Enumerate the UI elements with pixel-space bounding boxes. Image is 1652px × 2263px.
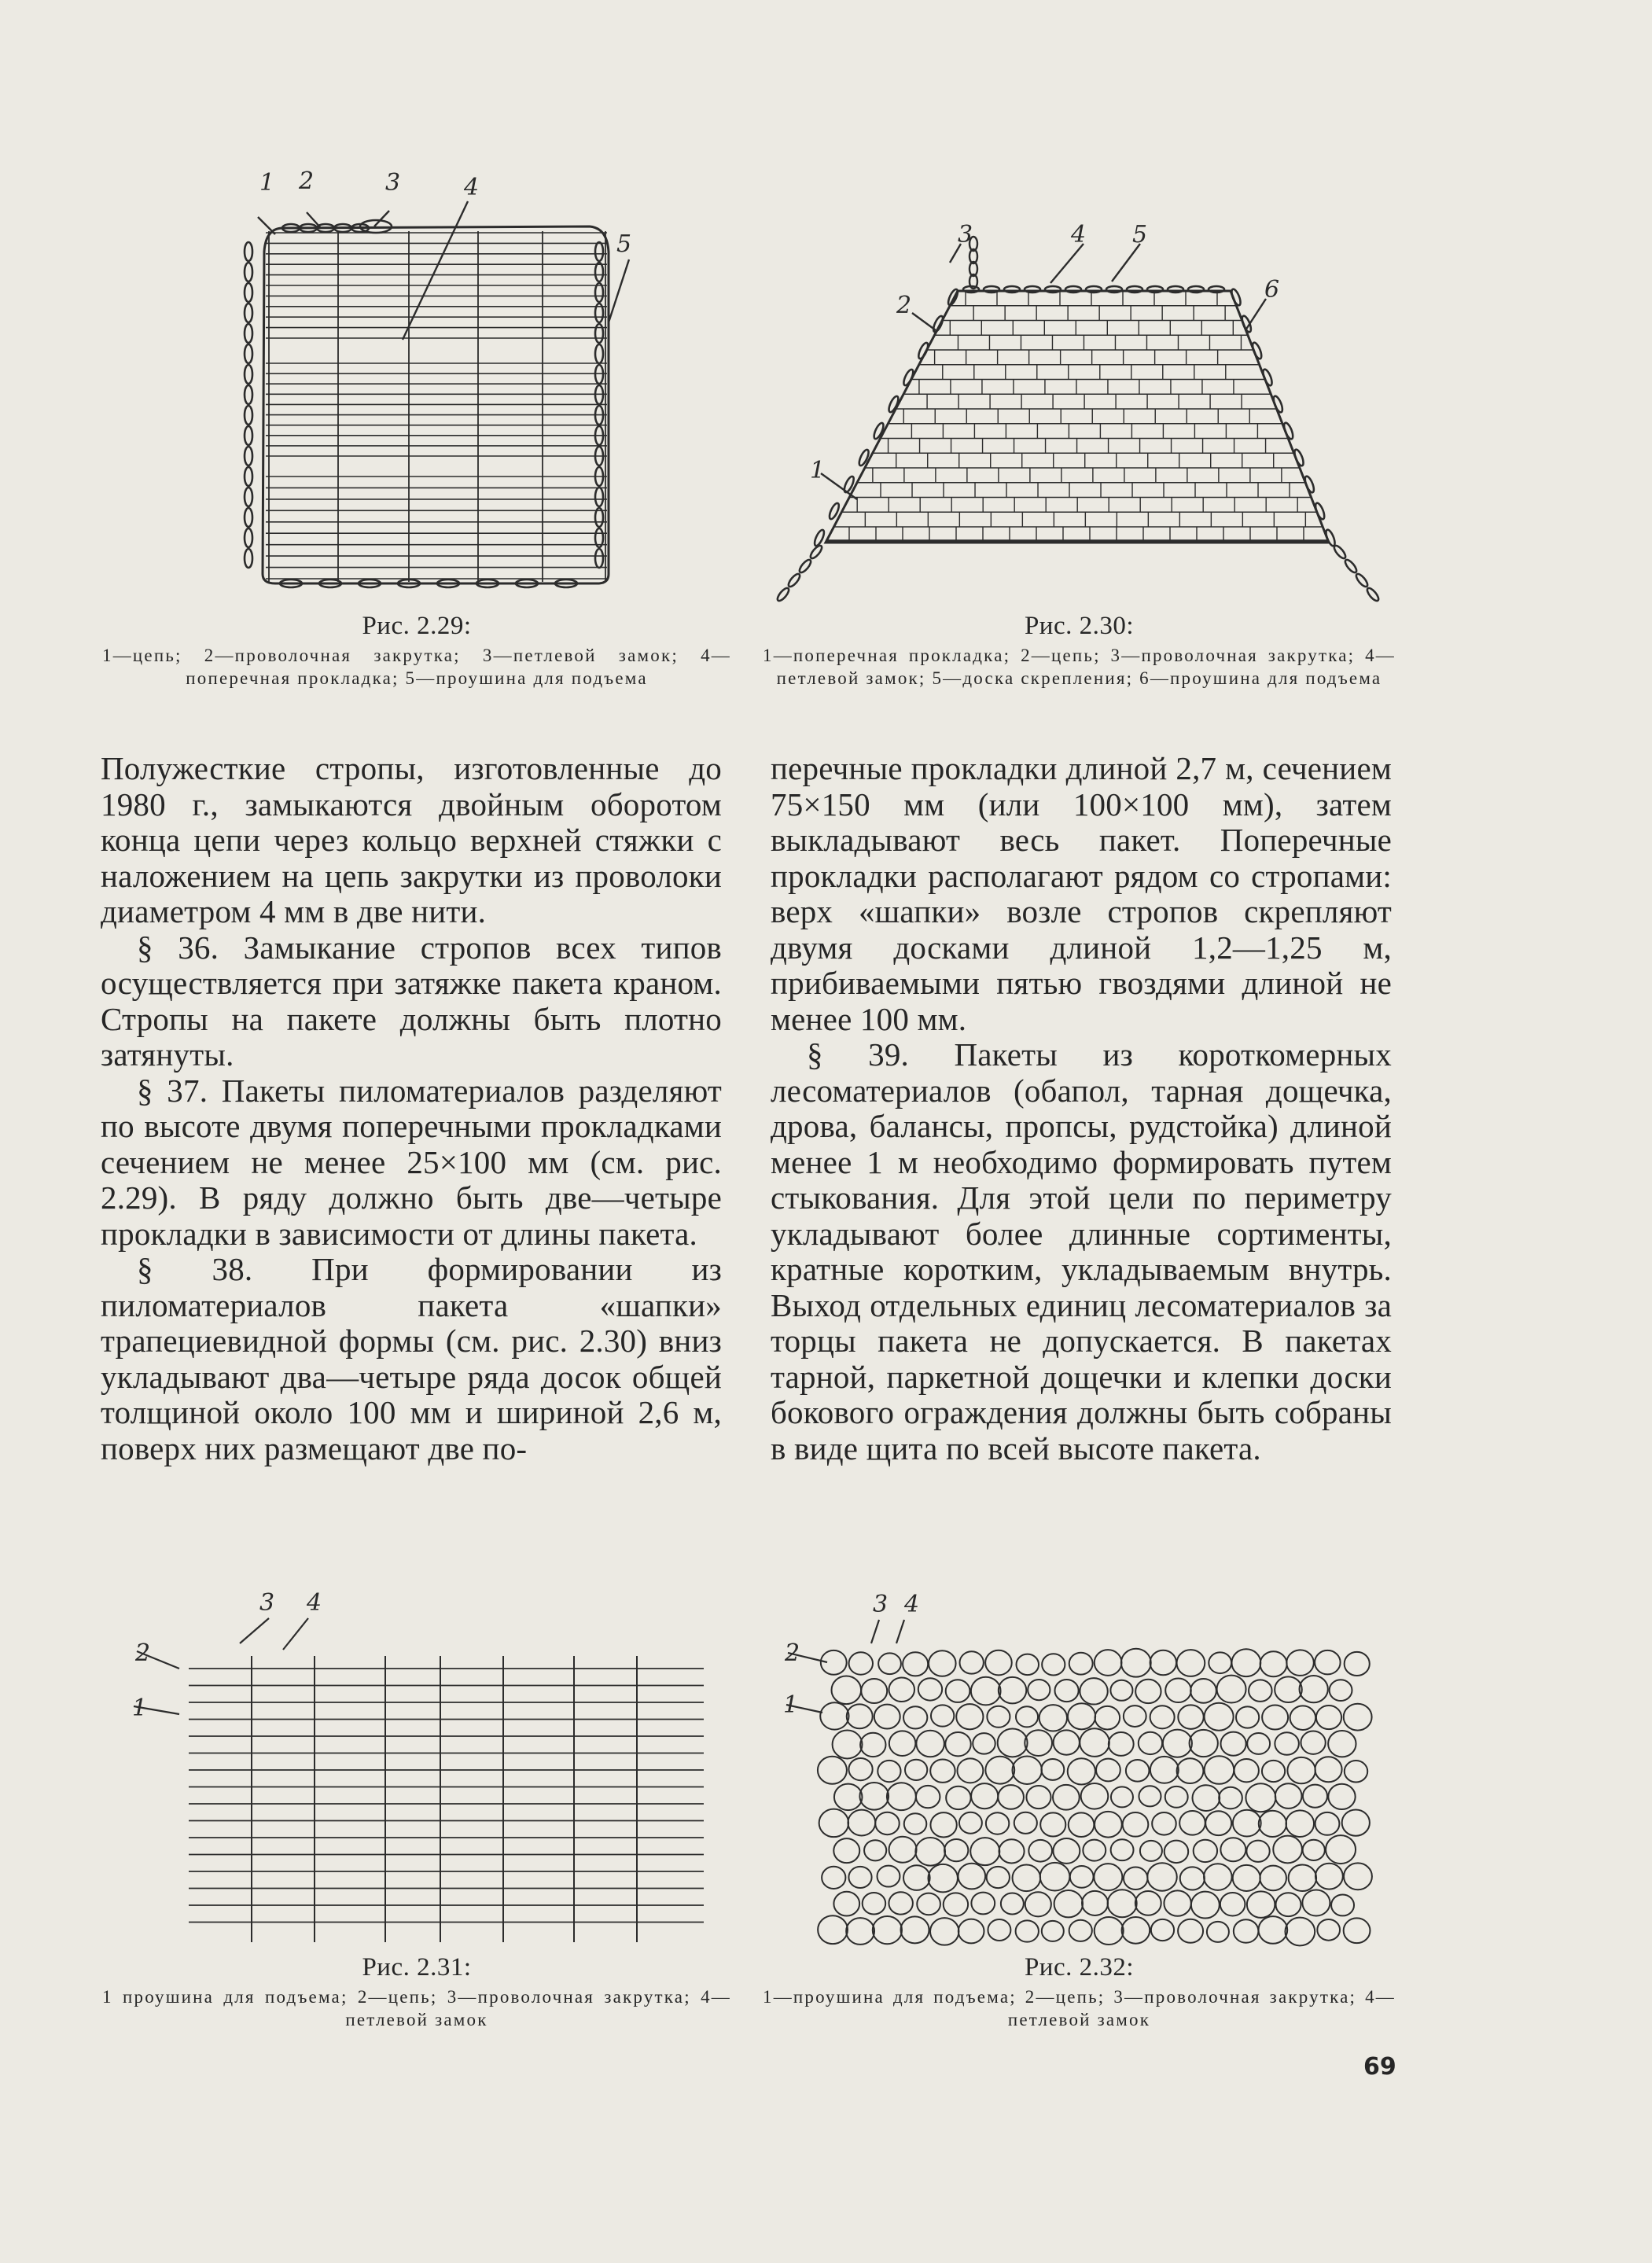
page-number: 69: [1363, 2053, 1396, 2081]
fig232-label-1: 1: [783, 1691, 799, 1719]
fig229-label-1: 1: [259, 169, 275, 197]
fig230-label-5: 5: [1132, 221, 1148, 248]
paragraph-38: § 38. При формировании из пиломатериалов пакета «шапки» трапециевидной формы (см. рис. 2.30) вниз укладывают два—четыре ряда досок общей толщиной около 100 мм и шириной 2,6 м, поверх них размещают две по-: [101, 1251, 722, 1466]
caption-title: Рис. 2.30:: [1024, 612, 1135, 640]
fig232-label-3: 3: [873, 1591, 889, 1618]
fig229-label-5: 5: [616, 230, 632, 258]
caption-title: Рис. 2.32:: [1024, 1953, 1135, 1982]
fig230-label-3: 3: [958, 221, 973, 248]
caption-fig-2-31: [102, 1953, 731, 2031]
paragraph-39: § 39. Пакеты из короткомерных лесоматериалов (обапол, тарная дощечка, дрова, балансы, пропсы, рудстойка) длиной менее 1 м необходимо формировать путем стыкования. Для этой цели по периметру укладывают более длинные сортименты, кратные коротким, укладываемым внутрь. Выход отдельных единиц лесоматериалов за торцы пакета не допускается. В пакетах тарной, паркетной дощечки и клепки доски бокового ограждения должны быть собраны в виде щита по всей высоте пакета.: [771, 1036, 1392, 1466]
caption-text: 1—проушина для подъема; 2—цепь; 3—проволочная закрутка; 4—петлевой замок: [763, 1987, 1396, 2029]
fig230-label-6: 6: [1264, 276, 1280, 304]
figure-2-32: [778, 1580, 1392, 1974]
fig231-label-3: 3: [259, 1589, 275, 1617]
paragraph-continued: перечные прокладки длиной 2,7 м, сечением 75×150 мм (или 100×100 мм), затем выкладывают весь пакет. Поперечные прокладки располагают рядом со стропами: верх «шапки» возле стропов скрепляют двумя досками длиной 1,2—1,25 м, прибиваемыми пятью гвоздями длиной не менее 100 мм.: [771, 750, 1392, 1037]
fig229-label-2: 2: [299, 167, 315, 195]
paragraph-37: § 37. Пакеты пиломатериалов разделяют по высоте двумя поперечными прокладками сечением не менее 25×100 мм (см. рис. 2.29). В ряду должно быть две—четыре прокладки в зависимости от длины пакета.: [101, 1072, 722, 1252]
caption-title: Рис. 2.29:: [362, 612, 472, 640]
caption-text: 1 проушина для подъема; 2—цепь; 3—проволочная закрутка; 4—петлевой замок: [102, 1987, 731, 2029]
fig229-label-3: 3: [385, 169, 401, 197]
caption-text: 1—цепь; 2—проволочная закрутка; 3—петлевой замок; 4—поперечная прокладка; 5—проушина для подъема: [102, 646, 731, 688]
fig231-label-4: 4: [307, 1589, 322, 1617]
fig232-label-2: 2: [785, 1639, 800, 1667]
fig230-label-4: 4: [1071, 221, 1087, 248]
fig230-label-2: 2: [896, 292, 912, 319]
caption-text: 1—поперечная прокладка; 2—цепь; 3—проволочная закрутка; 4—петлевой замок; 5—доска скрепления; 6—проушина для подъема: [763, 646, 1396, 688]
fig230-label-1: 1: [810, 457, 826, 484]
left-text-column: [101, 751, 722, 1466]
caption-fig-2-30: [763, 612, 1396, 690]
right-text-column: [771, 751, 1392, 1466]
figure-2-29: [228, 165, 668, 605]
caption-fig-2-32: [763, 1953, 1396, 2031]
paragraph: Полужесткие стропы, изготовленные до 1980 г., замыкаются двойным оборотом конца цепи через кольцо верхней стяжки с наложением на цепь закрутки из проволоки диаметром 4 мм в две нити.: [101, 750, 722, 929]
fig231-label-1: 1: [132, 1694, 148, 1722]
fig229-label-4: 4: [464, 174, 480, 201]
paragraph-36: § 36. Замыкание стропов всех типов осуществляется при затяжке пакета краном. Стропы на пакете должны быть плотно затянуты.: [101, 929, 722, 1073]
caption-title: Рис. 2.31:: [362, 1953, 472, 1982]
figure-2-31: [126, 1580, 723, 1974]
fig231-label-2: 2: [135, 1639, 151, 1667]
figure-2-30: [778, 212, 1407, 598]
caption-fig-2-29: [102, 612, 731, 690]
fig232-label-4: 4: [904, 1591, 920, 1618]
